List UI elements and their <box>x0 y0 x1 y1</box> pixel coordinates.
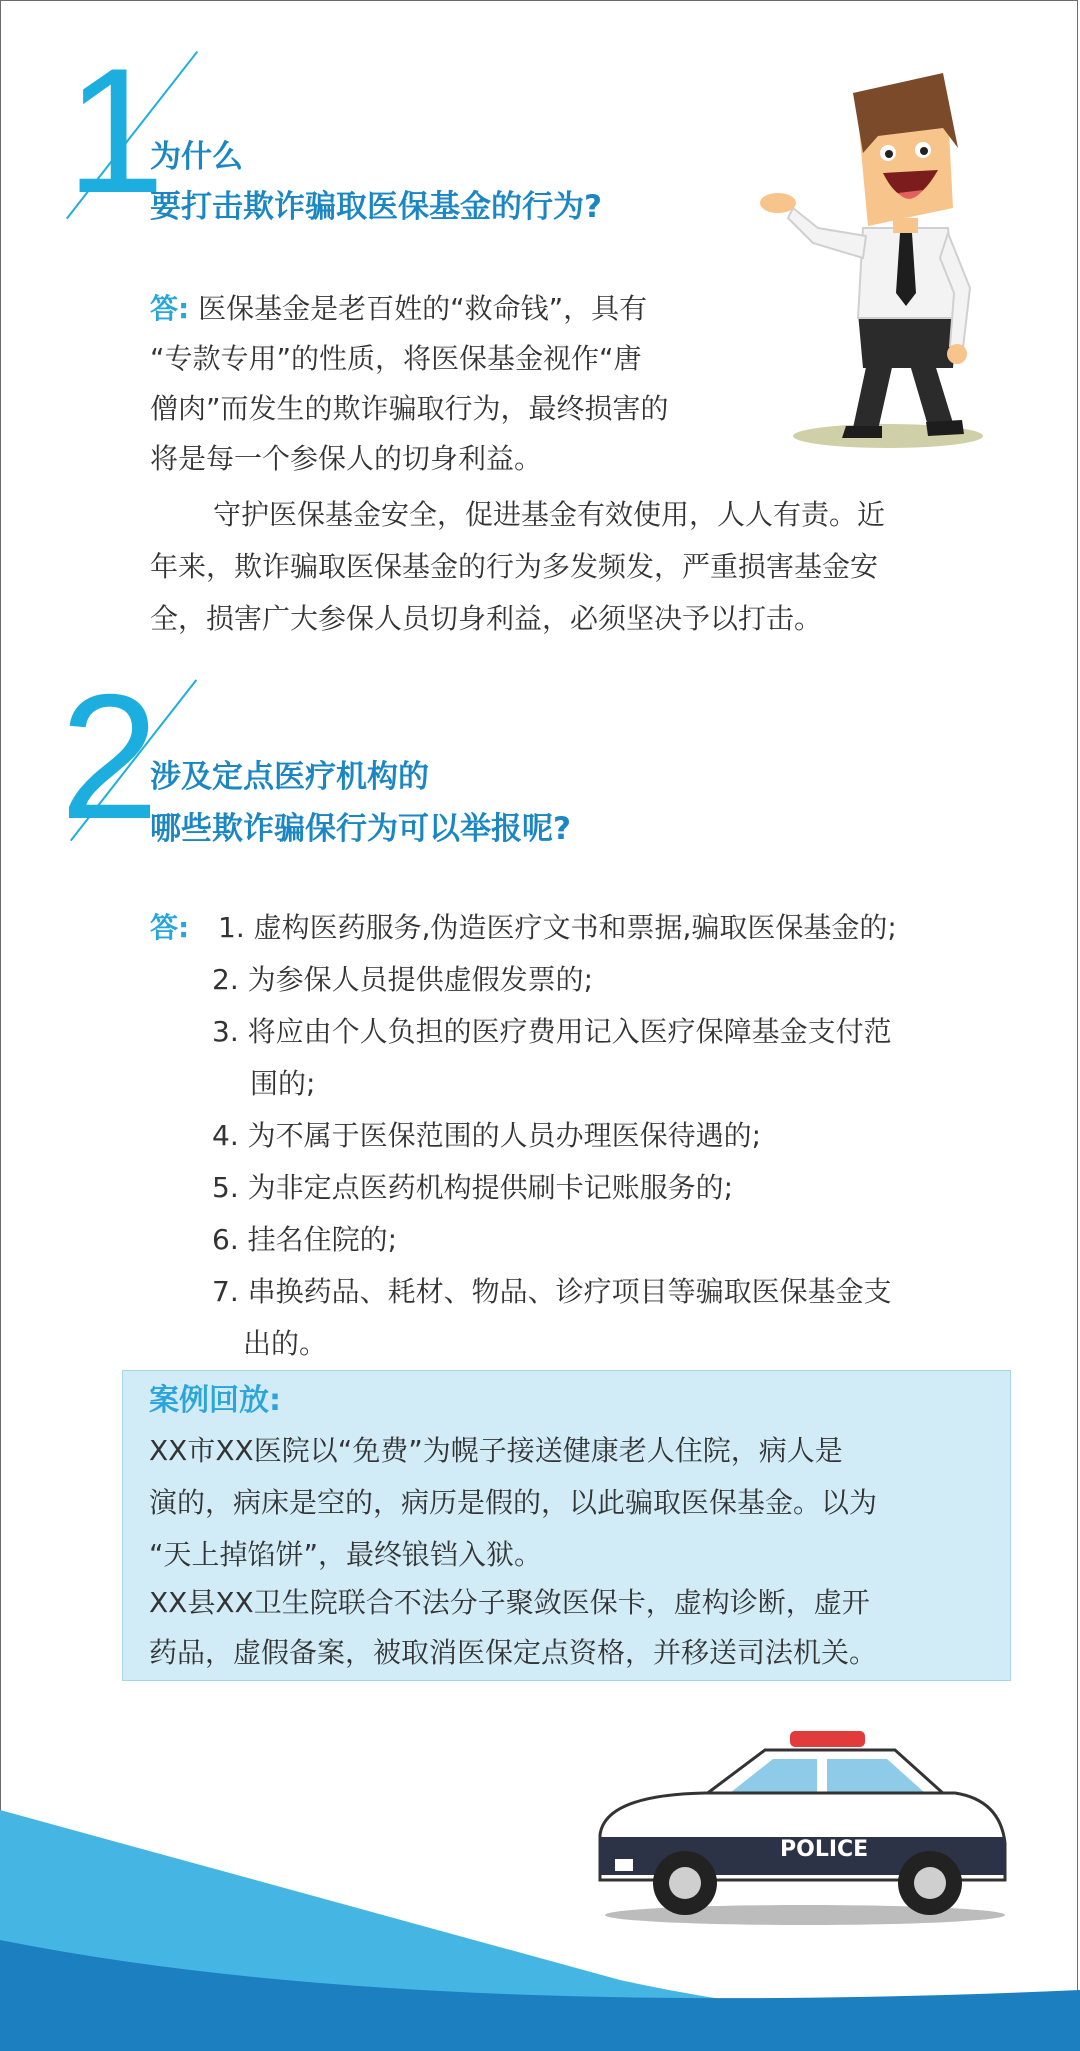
case-review-box <box>122 1370 1011 1681</box>
list-item-6: 6. 挂名住院的; <box>212 1223 398 1256</box>
list-item-3: 3. 将应由个人负担的医疗费用记入医疗保障基金支付范 <box>212 1015 892 1048</box>
list-item-7: 7. 串换药品、耗材、物品、诊疗项目等骗取医保基金支 <box>212 1275 892 1308</box>
case-line-3: “天上掉馅饼”，最终锒铛入狱。 <box>149 1538 543 1571</box>
case-line-4: XX县XX卫生院联合不法分子聚敛医保卡，虚构诊断，虚开 <box>149 1586 870 1619</box>
list-item-7-cont: 出的。 <box>243 1327 328 1360</box>
section1-number: 1 <box>66 31 165 230</box>
case-line-2: 演的，病床是空的，病历是假的，以此骗取医保基金。以为 <box>149 1486 878 1519</box>
section1-title-line2: 要打击欺诈骗取医保基金的行为? <box>150 189 602 225</box>
section2-answer-label: 答: <box>150 911 190 944</box>
police-label: POLICE <box>780 1837 869 1862</box>
section1-paragraph-line2: 年来，欺诈骗取医保基金的行为多发频发，严重损害基金安 <box>150 550 879 583</box>
list-item-2: 2. 为参保人员提供虚假发票的; <box>212 963 594 996</box>
section1-answer-text: 医保基金是老百姓的“救命钱”，具有 <box>198 292 648 325</box>
list-item-4: 4. 为不属于医保范围的人员办理医保待遇的; <box>212 1119 762 1152</box>
section1-answer-line3: 僧肉”而发生的欺诈骗取行为，最终损害的 <box>150 392 669 425</box>
section1-answer-line4: 将是每一个参保人的切身利益。 <box>150 442 543 475</box>
section2-number: 2 <box>60 657 159 856</box>
police-car-illustration <box>595 1725 1010 1925</box>
list-item-5: 5. 为非定点医药机构提供刷卡记账服务的; <box>212 1171 734 1204</box>
case-title: 案例回放: <box>149 1383 281 1418</box>
section2-title-line1: 涉及定点医疗机构的 <box>150 759 429 795</box>
cartoon-man-illustration <box>758 58 1003 453</box>
section2-title-line2: 哪些欺诈骗保行为可以举报呢? <box>150 811 571 847</box>
list-item-3-cont: 围的; <box>250 1067 316 1100</box>
section1-paragraph-line1: 守护医保基金安全，促进基金有效使用，人人有责。近 <box>213 498 886 531</box>
case-line-5: 药品，虚假备案，被取消医保定点资格，并移送司法机关。 <box>149 1636 878 1669</box>
section1-answer-label: 答: <box>150 292 190 325</box>
section1-answer-line1 <box>150 284 647 334</box>
section1-title-line1: 为什么 <box>150 139 243 175</box>
list-item-1: 1. 虚构医药服务,伪造医疗文书和票据,骗取医保基金的; <box>218 911 897 944</box>
case-line-1: XX市XX医院以“免费”为幌子接送健康老人住院，病人是 <box>149 1434 843 1467</box>
section1-paragraph-line3: 全，损害广大参保人员切身利益，必须坚决予以打击。 <box>150 602 823 635</box>
section1-answer-line2: “专款专用”的性质，将医保基金视作“唐 <box>150 342 642 375</box>
